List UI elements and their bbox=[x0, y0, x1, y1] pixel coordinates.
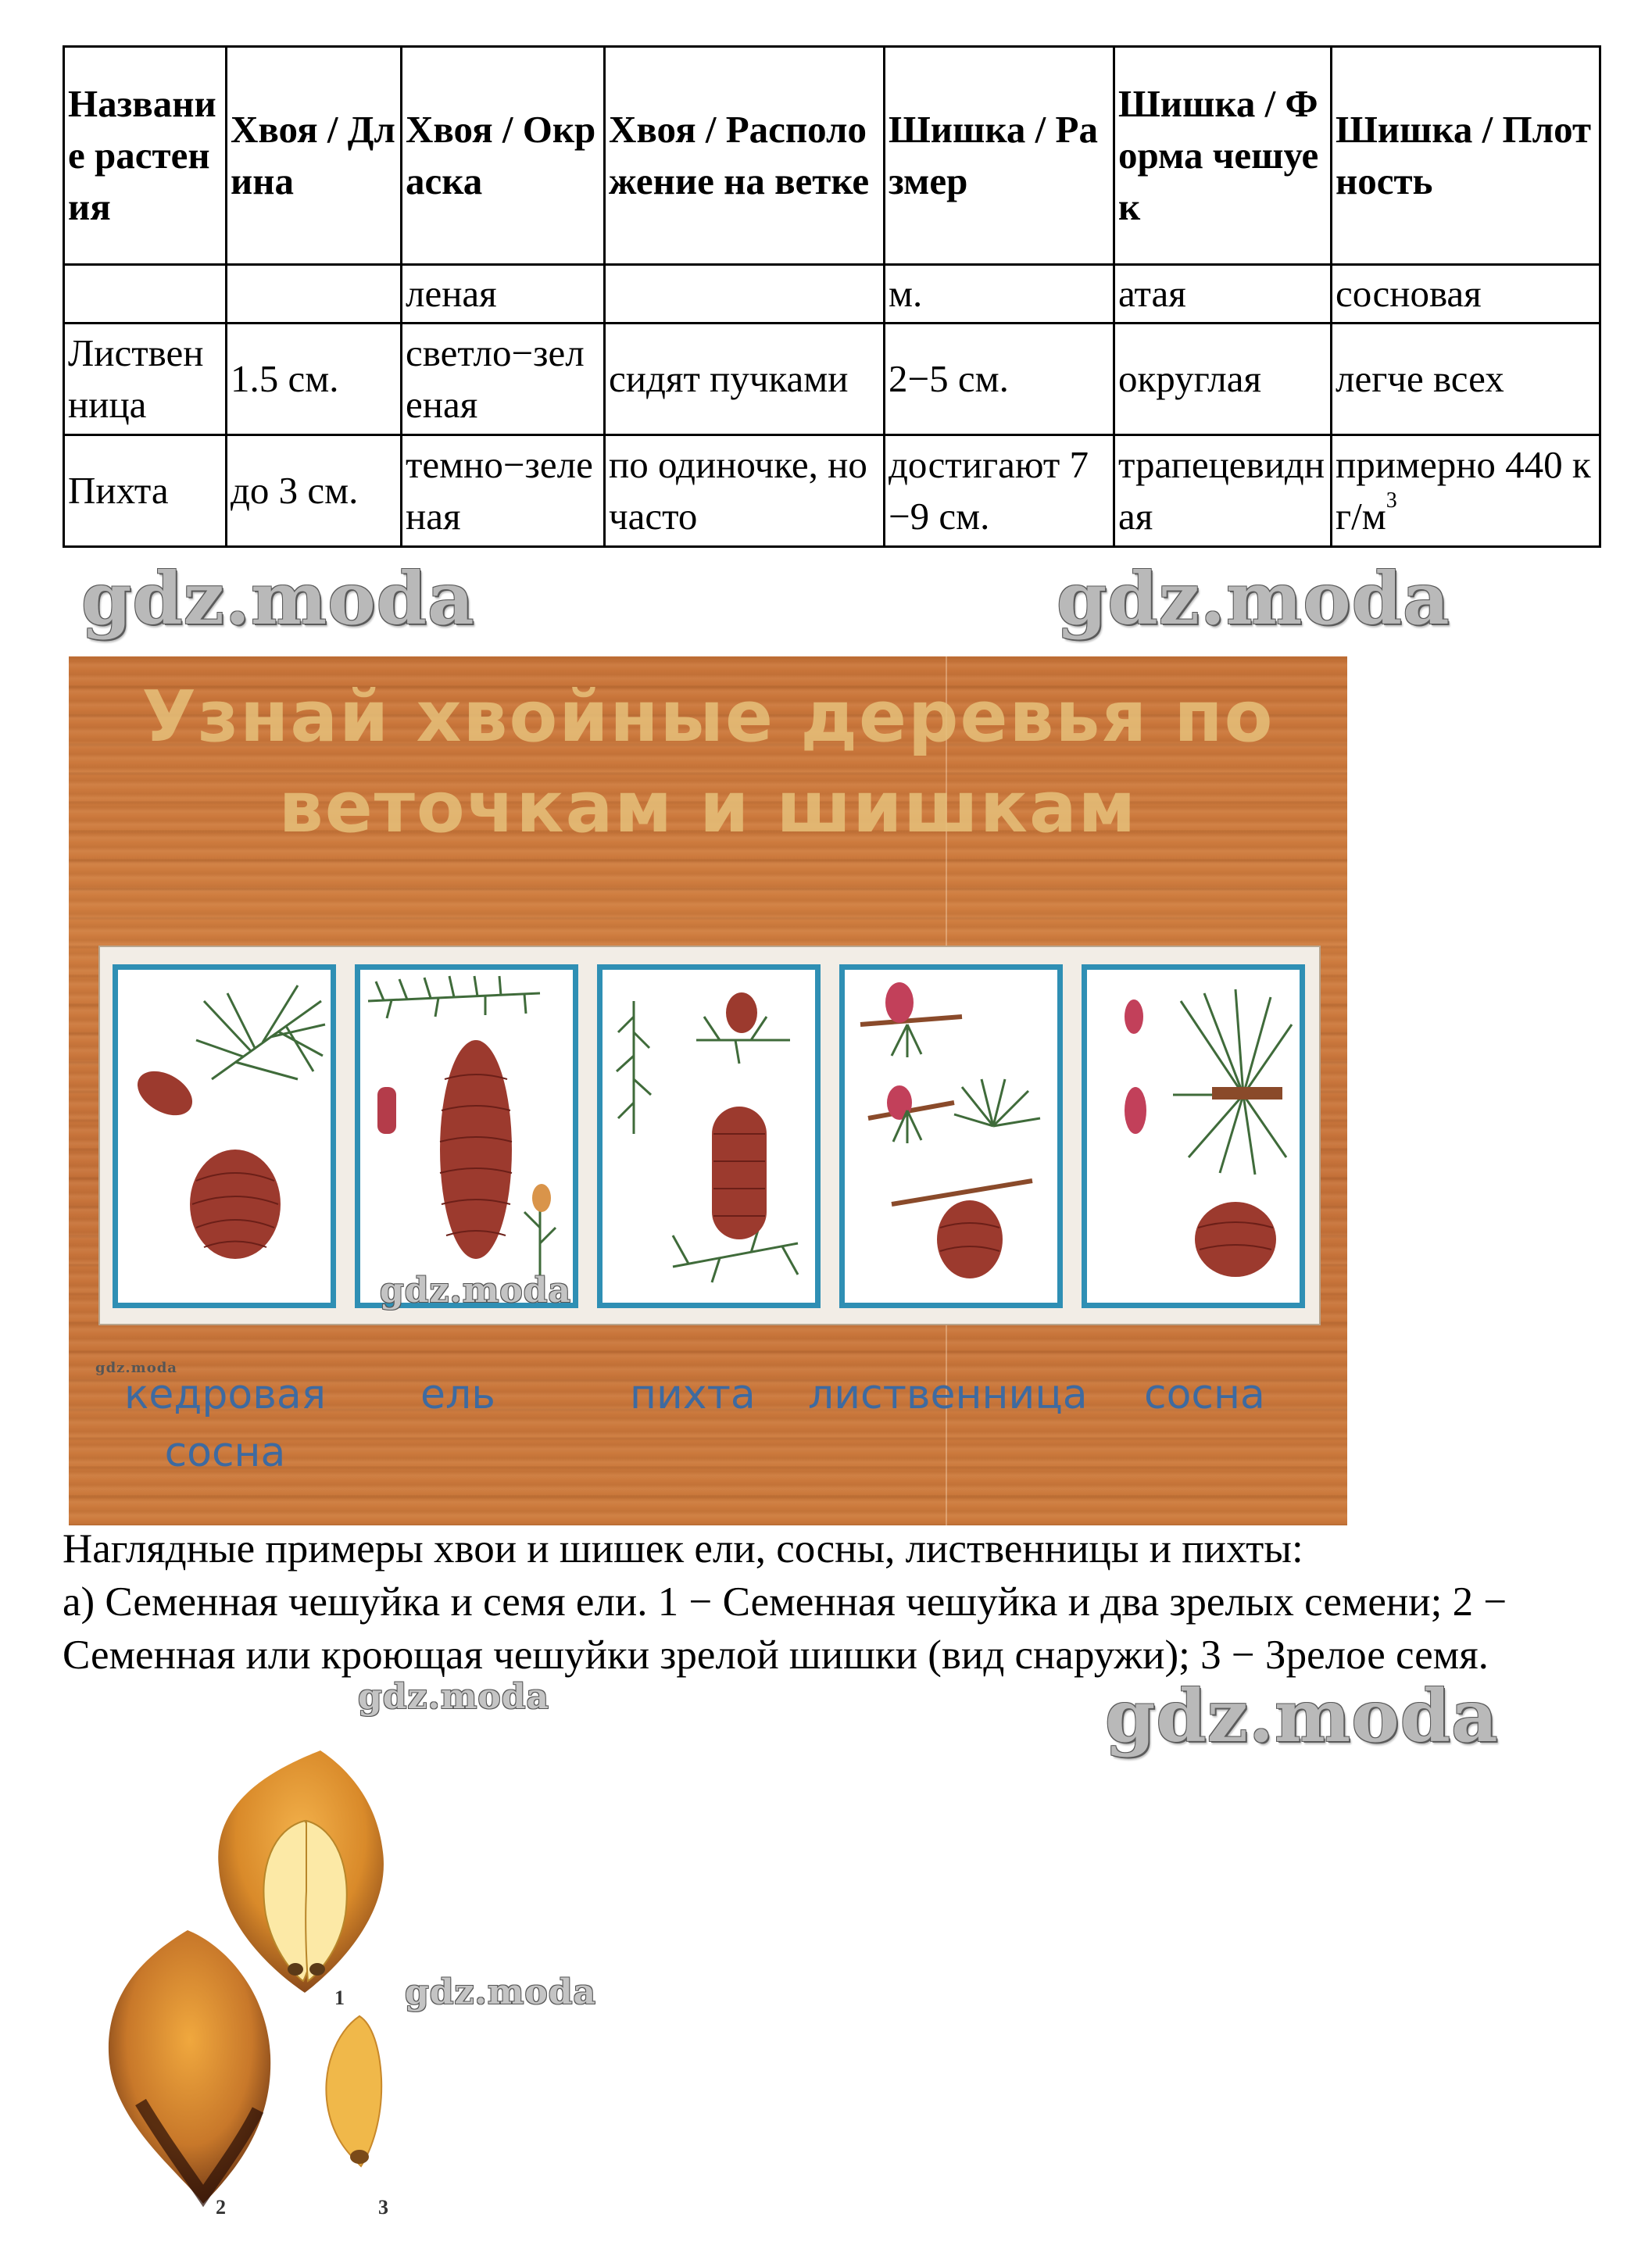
card-pine bbox=[1082, 964, 1305, 1308]
siberian-pine-illustration bbox=[118, 970, 331, 1303]
table-cell: легче всех bbox=[1332, 324, 1600, 435]
caption-siberian-pine: кедровая сосна bbox=[124, 1371, 326, 1476]
table-cell: м. bbox=[885, 265, 1114, 324]
watermark: gdz.moda bbox=[1057, 556, 1450, 641]
table-cell: по одиночке, но часто bbox=[605, 435, 885, 547]
description-seed-scale: а) Семенная чешуйка и семя ели. 1 − Семенная чешуйка и два зрелых семени; 2 − Семенная или кроющая чешуйки зрелой шишки (вид снаружи); 3 − Зрелое семя. bbox=[63, 1579, 1507, 1678]
card-siberian-pine bbox=[113, 964, 336, 1308]
watermark: gdz.moda bbox=[405, 1972, 597, 2012]
table-cell: сосновая bbox=[1332, 265, 1600, 324]
density-superscript: 3 bbox=[1386, 488, 1397, 513]
table-cell: округлая bbox=[1114, 324, 1332, 435]
description-text bbox=[63, 1522, 1625, 1682]
larch-illustration bbox=[845, 970, 1057, 1303]
table-cell bbox=[1332, 435, 1600, 547]
spruce-illustration bbox=[360, 970, 573, 1303]
header-cone-size: Шишка / Размер bbox=[885, 47, 1114, 265]
caption-larch: лиственница bbox=[808, 1371, 1088, 1418]
table-cell: сидят пучками bbox=[605, 324, 885, 435]
table-cell: Лиственница bbox=[64, 324, 227, 435]
caption-spruce: ель bbox=[420, 1371, 495, 1418]
table-cell: 1.5 см. bbox=[227, 324, 402, 435]
table-cell: достигают 7−9 см. bbox=[885, 435, 1114, 547]
header-scale-shape: Шишка / Форма чешуек bbox=[1114, 47, 1332, 265]
table-cell: светло−зеленая bbox=[402, 324, 605, 435]
figure-number-1: 1 bbox=[334, 1986, 345, 2009]
card-larch bbox=[839, 964, 1063, 1308]
header-needle-length: Хвоя / Длина bbox=[227, 47, 402, 265]
table-cell: атая bbox=[1114, 265, 1332, 324]
header-cone-density: Шишка / Плотность bbox=[1332, 47, 1600, 265]
caption-pine: сосна bbox=[1144, 1371, 1265, 1418]
watermark: gdz.moda bbox=[358, 1677, 550, 1717]
conifer-comparison-table bbox=[63, 45, 1601, 548]
figure-number-2: 2 bbox=[216, 2196, 226, 2219]
watermark: gdz.moda bbox=[95, 1360, 177, 1376]
table-cell: 2−5 см. bbox=[885, 324, 1114, 435]
watermark: gdz.moda bbox=[380, 1271, 572, 1310]
conifer-poster bbox=[69, 656, 1347, 1525]
table-cell: до 3 см. bbox=[227, 435, 402, 547]
fir-illustration bbox=[603, 970, 815, 1303]
table-cell: трапецевидная bbox=[1114, 435, 1332, 547]
card-spruce bbox=[355, 964, 578, 1308]
table-header-row bbox=[64, 47, 1600, 265]
header-needle-color: Хвоя / Окраска bbox=[402, 47, 605, 265]
card-fir bbox=[597, 964, 821, 1308]
watermark: gdz.moda bbox=[1105, 1674, 1499, 1758]
density-value: примерно 440 кг/м bbox=[1336, 443, 1591, 538]
table-cell bbox=[227, 265, 402, 324]
table-cell bbox=[605, 265, 885, 324]
caption-fir: пихта bbox=[630, 1371, 756, 1418]
table-row bbox=[64, 324, 1600, 435]
pine-illustration bbox=[1087, 970, 1300, 1303]
description-intro: Наглядные примеры хвои и шишек ели, сосны, лиственницы и пихты: bbox=[63, 1526, 1303, 1572]
table-row bbox=[64, 435, 1600, 547]
figure-number-3: 3 bbox=[378, 2196, 388, 2219]
table-cell: леная bbox=[402, 265, 605, 324]
table-cell: Пихта bbox=[64, 435, 227, 547]
watermark: gdz.moda bbox=[81, 556, 475, 641]
header-plant-name: Название растения bbox=[64, 47, 227, 265]
table-row bbox=[64, 265, 1600, 324]
poster-title: Узнай хвойные деревья по веточкам и шишкам bbox=[141, 676, 1275, 849]
header-needle-arrangement: Хвоя / Расположение на ветке bbox=[605, 47, 885, 265]
table-cell: темно−зеленая bbox=[402, 435, 605, 547]
poster-card-strip bbox=[98, 946, 1321, 1325]
table-cell bbox=[64, 265, 227, 324]
